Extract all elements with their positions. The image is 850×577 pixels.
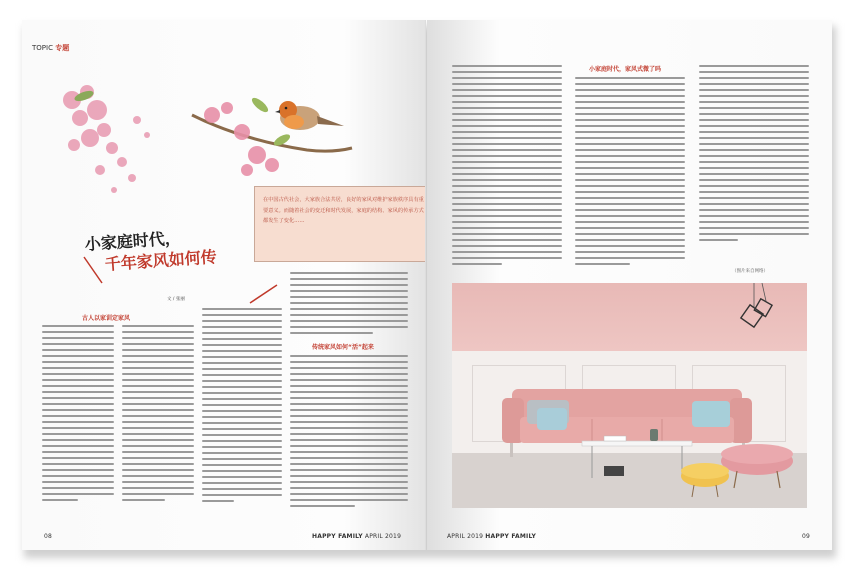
article-title-line2: 千年家风如何传 <box>104 247 218 274</box>
cherry-blossom-left <box>63 85 150 193</box>
pendant-lamp <box>741 283 772 327</box>
left-text-column-1 <box>42 325 114 525</box>
topic-header <box>32 43 69 53</box>
left-text-column-4-bottom <box>290 355 408 527</box>
intro-callout-text: 在中国古代社会，大家族合法共居，良好的家风对维护家族秩序具有重要意义。而随着社会的变迁和时代发展，家庭的结构、家风的传承方式都发生了变化…… <box>263 197 424 224</box>
right-footer-page-number: 09 <box>802 533 811 540</box>
right-footer-issue: APRIL 2019 <box>447 533 484 540</box>
right-footer-masthead <box>447 533 536 540</box>
sofa-scene <box>452 283 807 508</box>
left-footer-masthead <box>312 533 401 540</box>
section-heading-2: 传统家风如何“活”起来 <box>312 344 374 351</box>
left-footer-magazine: HAPPY FAMILY <box>312 533 363 540</box>
topic-title: 专题 <box>55 44 70 52</box>
left-text-column-2 <box>122 325 194 525</box>
section-heading-1: 古人以家训定家风 <box>82 315 131 322</box>
right-footer-magazine: HAPPY FAMILY <box>485 533 537 540</box>
right-text-column-3 <box>699 65 809 265</box>
photo-caption: （图片来自网络） <box>732 269 768 274</box>
left-text-column-4-top <box>290 272 408 342</box>
leaf <box>250 96 270 115</box>
bird-illustration <box>275 101 344 130</box>
right-page <box>427 20 832 550</box>
intro-callout-box <box>254 186 426 262</box>
left-footer-page-number: 08 <box>44 533 53 540</box>
left-footer-issue: APRIL 2019 <box>364 533 402 540</box>
left-page <box>22 20 426 550</box>
ottomans <box>681 444 793 497</box>
right-text-column-1 <box>452 65 562 275</box>
cherry-blossom-right <box>204 102 279 176</box>
left-text-column-3 <box>202 308 282 526</box>
right-text-column-2 <box>575 77 685 275</box>
article-title-line1: 小家庭时代， <box>84 228 182 254</box>
right-section-heading: 小家庭时代，家风式微了吗 <box>589 66 662 73</box>
topic-label: TOPIC <box>32 44 53 52</box>
living-room-photo <box>452 283 807 508</box>
article-byline: 文 / 张丽 <box>167 297 185 302</box>
